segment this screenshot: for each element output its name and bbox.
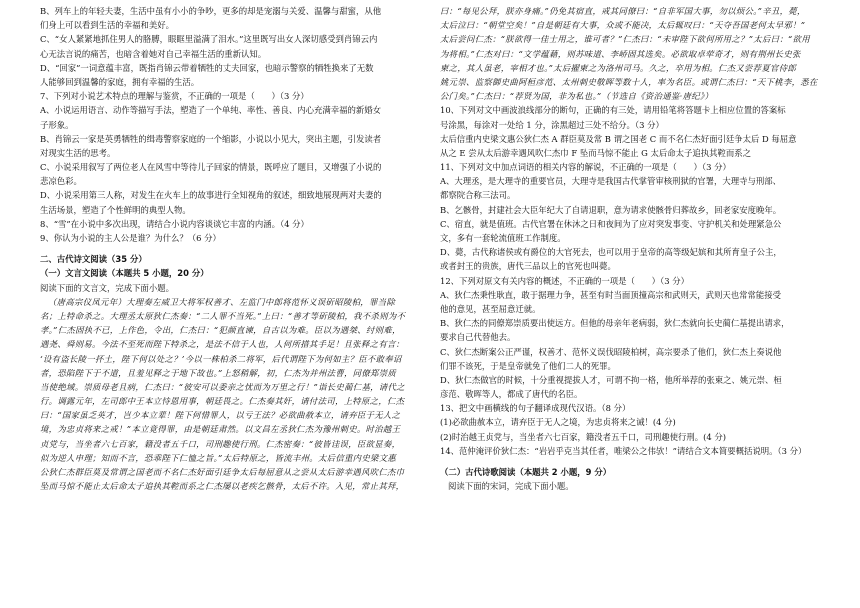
text-line: C、小说采用叙写了两位老人在风雪中等待儿子回家的情景，既呼应了题目，又增强了小说的 — [40, 162, 382, 173]
text-line: 似为逆人申理；知而不言，恐乖陛下仁恤之旨。”太后特原之，皆流丰州。太后信重内史梁文惠 — [40, 452, 397, 463]
text-line: 柬之，其人虽老，宰相才也。”太后擢柬之为洛州司马。久之，卒用为相。仁杰又尝荐夏官侍郎 — [440, 62, 797, 73]
section-heading: （二）古代诗歌阅读（本题共 2 小题，9 分） — [440, 467, 612, 477]
text-line: 心无法言说的痛苦，也暗含着她对自己幸福生活的重新认知。 — [40, 48, 267, 59]
text-line: D、狄仁杰做官的时候，十分重视提拔人才，可谓不拘一格，他所举荐的张柬之、姚元崇、桓 — [440, 374, 782, 385]
left-column — [40, 4, 418, 493]
text-line: 者，恐陷陛下于不道，且羞见释之于地下故也。”上怒稍解，初，仁杰为并州法曹，同僚郑崇质 — [40, 367, 397, 378]
text-line: A、大理丞，是大理寺的重要官员，大理寺是我国古代掌管审核刑狱的官署，大理寺与刑部、 — [440, 176, 782, 187]
text-line: 12、下列对原文有关内容的概述，不正确的一项是（ ）（3 分） — [440, 275, 689, 286]
text-line: 从之 E 尝从太后游幸遇风吹仁杰巾 F 坠而马惊不能止 G 太后命太子追执其鞚而系之 — [440, 147, 751, 158]
text-line: 悲凉色彩。 — [40, 176, 82, 187]
text-line: 阅读下面的文言文，完成下面小题。 — [40, 282, 174, 293]
text-line: B、列车上的年轻夫妻，生活中虽有小小的争吵，更多的却是宠溺与关爱、温馨与甜蜜，从他 — [40, 6, 382, 16]
text-line: 太后信重内史梁文惠公狄仁杰 A 群臣莫及常 B 谓之国老 C 而不名仁杰好面引廷争太后 D 每屈意 — [440, 133, 797, 144]
text-line: 名；上特命杀之。大理丞太原狄仁杰奏：“二人罪不当死。”上曰：“善才等斫陵柏，我不杀则为不 — [40, 310, 406, 321]
text-line: C、宿直，就是值班。古代官署在休沐之日和夜间为了应对突发事变、守护机关和处理紧急公 — [440, 218, 782, 229]
text-line: 贞党与，当坐者六七百家，籍没者五千口，司刑趣使行刑。仁杰密奏：“彼皆诖误，臣欲显奏， — [40, 438, 401, 449]
section-heading: 二、古代诗文阅读（35 分） — [40, 254, 147, 265]
text-line: 9、你认为小说的主人公是谁？为什么？（6 分） — [40, 233, 221, 243]
text-line: D、小说采用第三人称，对发生在火车上的故事进行全知视角的叙述，细致地展现两对夫妻的 — [40, 190, 382, 201]
text-line: C、狄仁杰断案公正严谨，权善才、范怀义误伐昭陵柏树，高宗要杀了他们，狄仁杰上奏说他 — [440, 346, 782, 357]
text-line: 为将相。”仁杰对曰：“文学蕴藉，则苏味道、李峤固其选矣。必欲取卓荦奇才，则有荆州长史张 — [440, 48, 801, 59]
text-line: 文，多有一套轮流值班工作制度。 — [440, 233, 566, 243]
text-line: 曰：“每见公拜，朕亦身痛。”仍免其宿直，戒其同僚曰：“自非军国大事，勿以烦公。”辛丑，薨， — [440, 6, 806, 16]
text-line: 太后泣曰：“朝堂空矣！”自是朝廷有大事，众或不能决，太后辄叹曰：“天夺吾国老何太早邪！” — [440, 20, 806, 31]
text-line: 14、范仲淹评价狄仁杰：“岩岩乎克当其任者，唯梁公之伟欤！”请结合文本简要概括说明。（3 分） — [440, 445, 807, 456]
text-line: C、“女人紧紧地抓住男人的胳膊，眼眶里溢满了泪水。”这里既写出女人深切感受到肖锦云内 — [40, 34, 378, 45]
text-line: 公门矣。”仁杰曰：“荐贤为国，非为私也。”（节选自《资治通鉴·唐纪》） — [440, 91, 714, 102]
text-line: 阅读下面的宋词，完成下面小题。 — [448, 481, 574, 492]
text-line: D、薨，古代称诸侯或有爵位的大官死去，也可以用于皇帝的高等级妃嫔和其所育皇子公主， — [440, 247, 782, 258]
text-line: 生活场景，塑造了个性鲜明的典型人物。 — [40, 204, 191, 215]
text-line: 境，为忠贞将来之戒！”本立竟得罪，由是朝廷肃然。以文昌左丞狄仁杰为豫州刺史。时治越王 — [40, 424, 401, 435]
text-line: 彦范、敬晖等人，都成了唐代的名臣。 — [440, 389, 583, 400]
text-line: 人能够回到温馨的家庭，拥有幸福的生活。 — [40, 76, 200, 87]
right-column — [440, 4, 832, 493]
text-line: D、“回家”一词意蕴丰富，既指肖锦云带着牺牲的丈夫回家，也暗示警察的牺牲换来了无数 — [40, 62, 374, 73]
text-line: （唐高宗仪凤元年）大理奏左威卫大将军权善才、左监门中郎将范怀义误斫昭陵柏，罪当除 — [48, 296, 395, 307]
text-line: 7、下列对小说艺术特点的理解与鉴赏，不正确的一项是（ ）（3 分） — [40, 91, 309, 102]
text-line: 对现实生活的思考。 — [40, 147, 116, 158]
text-line: A、狄仁杰秉性耿直，敢于据理力争，甚至有时当面顶撞高宗和武则天，武则天也常常能接受 — [440, 289, 782, 300]
text-line: B、乞骸骨，封建社会大臣年纪大了自请退职，意为请求使骸骨归葬故乡，回老家安度晚年。 — [440, 204, 782, 215]
text-line: (2)时治越王贞党与，当坐者六七百家，籍没者五千口，司刑趣使行刑。(4 分) — [440, 431, 727, 442]
text-line: 们罪不该死，于是皇帝就免了他们二人的死罪。 — [440, 360, 616, 371]
text-line: 11、下列对文中加点词语的相关内容的解说，不正确的一项是（ ）（3 分） — [440, 162, 731, 173]
text-line: 都察院合称三法司。 — [440, 190, 516, 201]
text-line: 或者封王的贵族，唐代三品以上的官死也叫薨。 — [440, 261, 616, 272]
section-heading: （一）文言文阅读（本题共 5 小题，20 分） — [40, 268, 209, 279]
text-line: ‘设有盗长陵一抔土，陛下何以处之？’今以一株柏杀二将军，后代谓陛下为何如主？臣不敢奉诏 — [40, 353, 402, 364]
text-line: 他的意见，甚至屈意迁就。 — [440, 303, 541, 314]
text-line: B、肖锦云一家是英勇牺牲的缉毒警察家庭的一个缩影，小说以小见大，突出主题，引发读者 — [40, 133, 382, 144]
text-line: 当使绝域。崇质母老且病，仁杰曰：“彼安可以委亲之忧而为万里之行！”诣长史蔺仁基，请代之 — [40, 381, 405, 392]
text-line: 们身上可以看到生活的幸福和美好。 — [40, 20, 174, 31]
text-line: 遇尧、舜则易。今法不至死而陛下特杀之，是法不信于人也，人何所措其手足！且张释之有言： — [40, 339, 405, 350]
text-line: 孝。”仁杰固执不已，上作色，令出，仁杰曰：“犯颜直谏，自古以为难。臣以为遇桀、纣则难， — [40, 325, 401, 336]
text-line: 10、下列对文中画波浪线部分的断句，正确的有三处，请用铅笔将答题卡上相应位置的答案标 — [440, 105, 786, 116]
text-line: 子形象。 — [40, 119, 74, 130]
text-line: 公狄仁杰群臣莫及常谓之国老而不名仁杰好面引廷争太后每屈意从之尝从太后游幸遇风吹仁杰巾 — [40, 467, 405, 477]
text-line: 姚元崇、监察御史曲阿桓彦范、太州刺史敬晖等数十人，率为名臣。或谓仁杰曰：“天下桃李，悉在 — [440, 76, 818, 87]
spacer — [440, 458, 832, 465]
text-line: 要求自己代替他去。 — [440, 332, 516, 343]
text-line: B、狄仁杰的同僚郑崇质要出使远方。但他的母亲年老病弱，狄仁杰就向长史蔺仁基提出请求， — [440, 318, 790, 329]
text-line: 8、“雪”在小说中多次出现，请结合小说内容谈谈它丰富的内涵。（4 分） — [40, 218, 309, 229]
spacer — [40, 245, 418, 252]
text-line: 行。调露元年，左司郎中王本立恃恩用事，朝廷畏之。仁杰奏其奸，请付法司，上特原之，仁杰 — [40, 396, 405, 407]
text-line: 太后尝问仁杰：“朕欲得一佳士用之，谁可者？”仁杰曰：“未审陛下欲何所用之？”太后曰：“欲用 — [440, 34, 810, 45]
text-line: (1)必欲曲赦本立，请弃臣于无人之境，为忠贞将来之诫！(4 分) — [440, 417, 676, 428]
text-line: 13、把文中画横线的句子翻译成现代汉语。（8 分） — [440, 403, 631, 414]
text-line: 号涂黑，每涂对一处给 1 分，涂黑超过三处不给分。（3 分） — [440, 119, 664, 130]
text-line: A、小说运用语言、动作等描写手法，塑造了一个单纯、率性、善良、内心充满幸福的新婚女 — [40, 105, 382, 116]
text-line: 坠而马惊不能止太后命太子追执其鞚而系之仁杰屡以老疾乞骸骨，太后不许。入见，常止其拜， — [40, 481, 405, 492]
text-line: 曰：“国家虽乏英才，岂少本立辈！陛下何惜罪人，以亏王法？必欲曲赦本立，请弃臣于无人之 — [40, 410, 401, 421]
